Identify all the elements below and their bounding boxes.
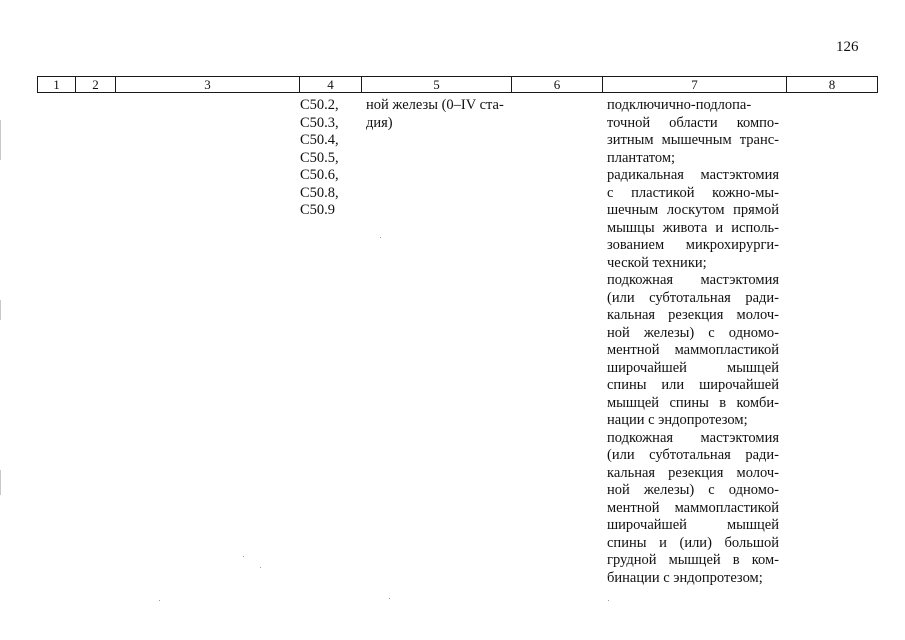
treatment-line: подкожная мастэктомия xyxy=(607,429,779,446)
scan-speck xyxy=(380,237,381,238)
column-header-8: 8 xyxy=(787,77,878,93)
treatment-line: (или субтотальная ради- xyxy=(607,289,779,306)
treatment-line: подключично-подлопа- xyxy=(607,97,752,113)
icd-code-line: C50.2, xyxy=(300,97,339,113)
icd-code-line: C50.6, xyxy=(300,167,339,183)
treatment-line: спины или широчайшей xyxy=(607,377,779,393)
page-number: 126 xyxy=(836,39,859,55)
treatment-line: мышцы живота и исполь- xyxy=(607,219,779,236)
treatment-line: с пластикой кожно-мы- xyxy=(607,184,779,201)
column-header-7: 7 xyxy=(603,77,787,93)
treatment-line: ментной маммопластикой xyxy=(607,499,779,516)
treatment-line: кальная резекция молоч- xyxy=(607,307,779,323)
scan-speck xyxy=(608,600,609,601)
treatment-line: шечным лоскутом прямой xyxy=(607,202,779,218)
treatment-line: широчайшей мышцей xyxy=(607,517,779,533)
treatment-methods-cell xyxy=(607,97,779,587)
scan-speck xyxy=(260,567,261,568)
scan-edge-mark xyxy=(0,470,1,495)
treatment-line: широчайшей мышцей xyxy=(607,359,779,376)
treatment-line: точной области компо- xyxy=(607,114,779,131)
treatment-line: зитным мышечным транс- xyxy=(607,132,779,148)
scan-speck xyxy=(243,556,244,557)
treatment-line: мышцей спины в комби- xyxy=(607,394,779,411)
scan-speck xyxy=(389,598,390,599)
column-header-6: 6 xyxy=(512,77,603,93)
treatment-line: ной железы) с одномо- xyxy=(607,324,779,341)
column-header-2: 2 xyxy=(76,77,116,93)
icd-codes-cell xyxy=(300,97,358,220)
scan-speck xyxy=(159,600,160,601)
treatment-line: плантатом; xyxy=(607,149,676,166)
column-header-3: 3 xyxy=(116,77,300,93)
diagnosis-line: дия) xyxy=(366,114,393,131)
treatment-line: нации с эндопротезом; xyxy=(607,412,748,428)
icd-code-line: C50.3, xyxy=(300,114,339,131)
scan-edge-mark xyxy=(0,300,1,320)
treatment-line: ной железы) с одномо- xyxy=(607,482,779,498)
column-header-1: 1 xyxy=(38,77,76,93)
treatment-line: грудной мышцей в ком- xyxy=(607,552,779,568)
diagnosis-cell xyxy=(366,97,512,132)
treatment-line: зованием микрохирурги- xyxy=(607,237,779,253)
icd-code-line: C50.8, xyxy=(300,184,339,201)
diagnosis-line: ной железы (0–IV ста- xyxy=(366,97,504,113)
treatment-line: (или субтотальная ради- xyxy=(607,447,779,463)
column-header-5: 5 xyxy=(362,77,512,93)
treatment-line: ческой техники; xyxy=(607,254,707,271)
treatment-line: ментной маммопластикой xyxy=(607,342,779,358)
treatment-line: спины и (или) большой xyxy=(607,534,779,551)
table-header-row xyxy=(37,76,878,93)
column-header-4: 4 xyxy=(300,77,362,93)
scan-edge-mark xyxy=(0,120,1,160)
icd-code-line: C50.5, xyxy=(300,149,339,166)
treatment-line: подкожная мастэктомия xyxy=(607,272,779,288)
treatment-line: радикальная мастэктомия xyxy=(607,167,779,183)
treatment-line: кальная резекция молоч- xyxy=(607,464,779,481)
icd-code-line: C50.9 xyxy=(300,202,336,218)
icd-code-line: C50.4, xyxy=(300,132,339,148)
treatment-line: бинации с эндопротезом; xyxy=(607,569,763,586)
